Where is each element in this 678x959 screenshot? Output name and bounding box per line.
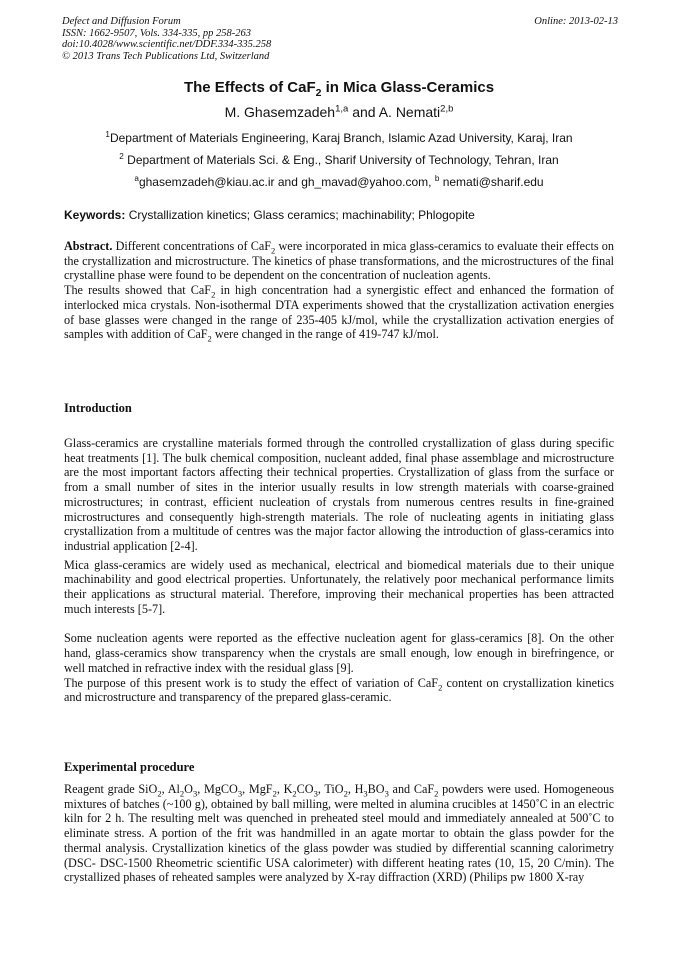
keywords-text: Crystallization kinetics; Glass ceramics; machinability; Phlogopite bbox=[125, 208, 475, 222]
online-date: Online: 2013-02-13 bbox=[534, 16, 618, 27]
affiliation-2: $^2$ Department of Materials Sci. & Eng., Sharif University of Technology, Tehran, Iran bbox=[119, 152, 559, 167]
keywords-label: Keywords: bbox=[64, 208, 126, 222]
intro-paragraph-1: Glass-ceramics are crystalline materials formed through the controlled crystallization of glass during specific heat treatments [1]. The bulk chemical composition, nucleant added, final phase assemblage and microstructure are the most important factors affecting their technical properties. Crystallization of glass from the surface or from a small number of sites in the interior usually results in low strength materials with coarse-grained microstructures; in contrast, efficient nucleation of crystals from numerous centres results in fine-grained microstructures and consequently high-strength materials. The role of nucleating agents in initiating glass crystallization from a multitude of centres was the major factor allowing the introduction of glass-ceramics into industrial application [2-4]. bbox=[64, 436, 614, 553]
author-line: M. Ghasemzadeh$^{1,a}$ and A. Nemati$^{2,b}$ bbox=[224, 103, 454, 120]
journal-copyright: © 2013 Trans Tech Publications Ltd, Switzerland bbox=[62, 50, 270, 62]
intro-paragraph-2: Mica glass-ceramics are widely used as mechanical, electrical and biomedical materials due to their unique machinability and good electrical properties. Unfortunately, the relatively poor mechanical performance limits their applications as structural material. Therefore, improving their mechanical properties has been attracted much interests [5-7]. bbox=[64, 557, 614, 616]
introduction-heading: Introduction bbox=[64, 401, 132, 415]
abstract-paragraph-1: Abstract. Different concentrations of CaF$_2$ were incorporated in mica glass-ceramics to evaluate their effects on the crystallization and microstructure. The kinetics of phase transformations, and the microstructures of the final crystalline phase were found to be dependent on the concentration of nucleation agents. bbox=[64, 239, 614, 283]
abstract-paragraph-2: The results showed that CaF$_2$ in high concentration had a synergistic effect and enhanced the formation of interlocked mica crystals. Non-isothermal DTA experiments showed that the crystallization activation energies of base glasses were changed in the range of 235-405 kJ/mol, while the crystallization activation energies of samples with addition of CaF$_2$ were changed in the range of 419-747 kJ/mol. bbox=[64, 283, 614, 344]
experimental-heading: Experimental procedure bbox=[64, 760, 195, 774]
abstract bbox=[64, 239, 614, 342]
journal-header bbox=[62, 16, 618, 62]
introduction-body bbox=[64, 436, 614, 705]
paper-title: The Effects of CaF$_2$ in Mica Glass-Ceramics bbox=[183, 79, 495, 99]
keywords bbox=[64, 208, 620, 222]
experimental-body bbox=[64, 782, 614, 885]
journal-name: Defect and Diffusion Forum bbox=[62, 16, 181, 27]
affiliation-1: $^1$Department of Materials Engineering, Karaj Branch, Islamic Azad University, Karaj, Iran bbox=[105, 130, 573, 145]
author-2: A. Nemati bbox=[378, 104, 441, 120]
intro-paragraph-3: Some nucleation agents were reported as the effective nucleation agent for glass-ceramics [8]. On the other hand, glass-ceramics show transparency when the crystals are small enough, low enough in birefringence, or well matched in refractive index with the residual glass [9]. bbox=[64, 631, 614, 675]
experimental-paragraph-1: Reagent grade SiO$_2$, $Al_2O_3$, MgCO$_3$, MgF$_2$, $K_2CO_3$, TiO$_2$, $H_3BO_3$ and CaF$_2$ powders were used. Homogeneous mixtures of batches (~100 g), obtained by ball milling, were melted in alumina crucibles at 1450˚C in an electric kiln for 2 h. The resulting melt was quenched in preheated steel mould and immediately annealed at 500˚C to eliminate stress. A portion of the frit was handmilled in an agate mortar to obtain the glass powder for the thermal analysis. Crystallization kinetics of the glass powder was studied by differential scanning calorimetry (DSC- DSC-1500 Rheometric scientific USA calorimeter) with different heating rates (10, 15, 20 C/min). The crystallized phases of reheated samples were analyzed by X-ray diffraction (XRD) (Philips pw 1800 X-ray bbox=[64, 782, 614, 885]
journal-doi: doi:10.4028/www.scientific.net/DDF.334-335.258 bbox=[62, 39, 272, 50]
author-1: M. Ghasemzadeh bbox=[224, 104, 336, 120]
intro-paragraph-4: The purpose of this present work is to study the effect of variation of CaF$_2$ content on crystallization kinetics and microstructure and transparency of the prepared glass-ceramic. bbox=[64, 675, 614, 705]
journal-issn: ISSN: 1662-9507, Vols. 334-335, pp 258-263 bbox=[62, 27, 251, 39]
author-emails: $^a$ghasemzadeh@kiau.ac.ir and gh_mavad@yahoo.com, $^b$ nemati@sharif.edu bbox=[134, 174, 544, 189]
